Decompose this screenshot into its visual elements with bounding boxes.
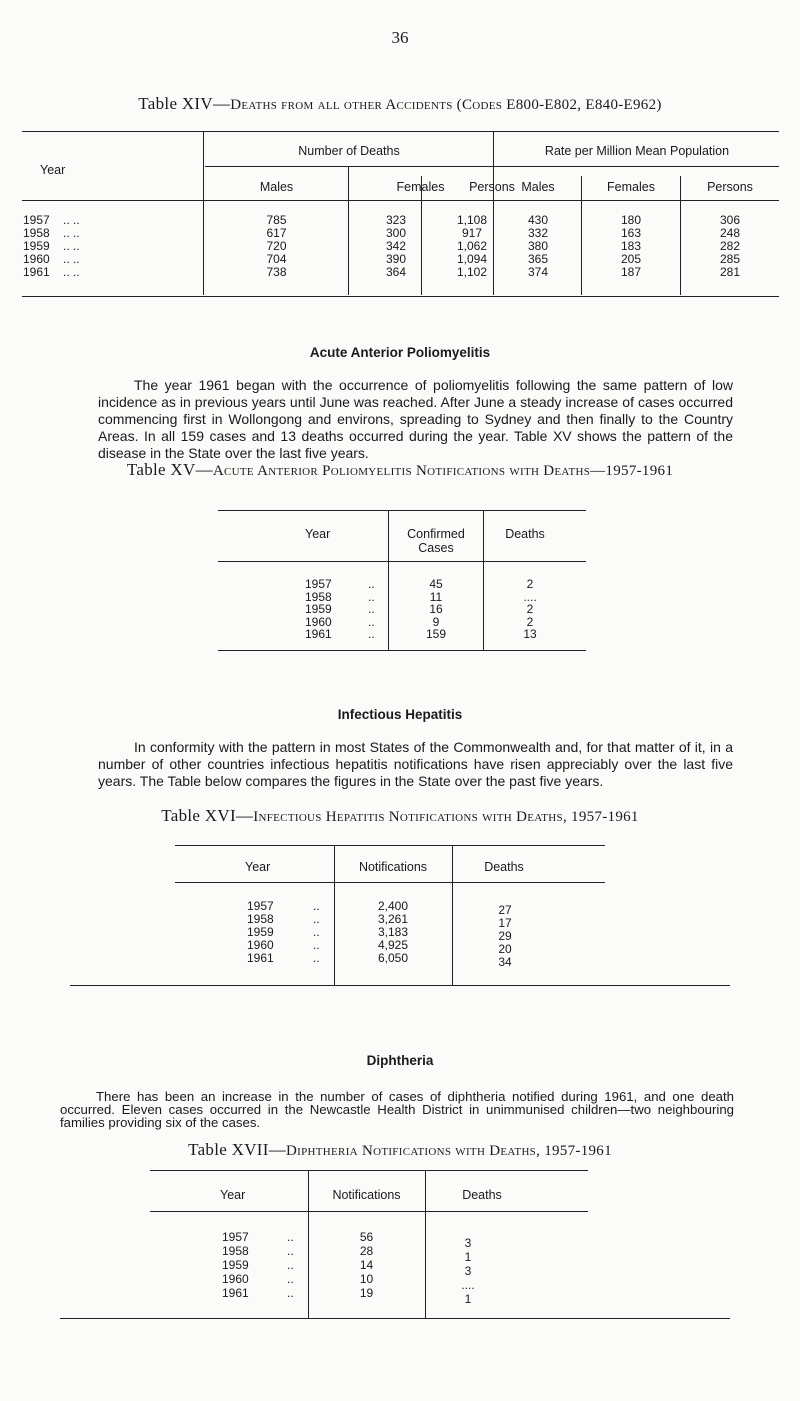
table-row-year: 1960 [222,1272,249,1286]
year-list [247,900,274,965]
table-15-caption-prefix: Table XV— [126,460,213,479]
table-17-vrule [308,1170,309,1318]
leader-dots: .. [368,602,375,616]
cell-rate-males: 374 [527,265,549,279]
section-title-polio: Acute Anterior Poliomyelitis [309,345,491,360]
table-row-year: 1957 [305,577,332,591]
column-header-deaths: Deaths [462,1188,502,1202]
table-15-caption [0,460,800,480]
table-15-header-rule [218,561,586,562]
table-16-caption [0,806,800,826]
cell-females: 323 [385,213,407,227]
table-14-vrule [203,131,204,295]
column-header-year: Year [40,163,66,177]
column-header-year: Year [305,527,331,541]
table-15-caption-text: Acute Anterior Poliomyelitis Notifications with Deaths—1957-1961 [212,463,674,479]
group-header-rate-per-million: Rate per Million Mean Population [544,144,730,158]
row-year: 1961 [23,265,50,279]
leader-dots: .. [313,899,320,913]
polio-paragraph: The year 1961 began with the occurrence of poliomyelitis following the same pattern of low incidence as in previous years until June was reached. After June a steady increase of cases occurred commencing first in Wollongong and environs, spreading to Sydney and then finally to the Country Areas. In all 159 cases and 13 deaths occurred during the year. Table XV shows the pattern of the disease in the State over the last five years. [98,377,733,461]
leader-dots: .. [368,577,375,591]
cell-rate-persons: 282 [719,239,741,253]
table-17-header-rule [150,1211,588,1212]
cell-confirmed-cases: 45 [429,577,443,591]
cell-rate-persons: 285 [719,252,741,266]
cell-rate-males: 430 [527,213,549,227]
column-header-notifications: Notifications [358,860,428,874]
leader-dots: .. [287,1244,294,1258]
table-14-bottom-rule [22,296,779,297]
column-header-deaths: Deaths [505,527,545,541]
leader-dots: .. [287,1272,294,1286]
table-14-caption-text: Deaths from all other Accidents (Codes E800-E802, E840-E962) [230,97,662,113]
row-year: 1958 [23,226,50,240]
deaths-list [485,578,575,641]
cell-confirmed-cases: 16 [429,602,443,616]
cell-deaths: .... [461,1278,475,1292]
row-leader-dots: .. .. [63,252,80,266]
table-row-year: 1958 [305,589,332,604]
table-16-vrule [334,845,335,985]
column-header-deaths: Deaths [484,860,524,874]
cell-confirmed-cases: 11 [429,589,443,604]
row-leader-dots: .. .. [63,213,80,227]
cell-males: 785 [266,213,287,227]
cell-rate-persons: 281 [719,265,741,279]
table-row-year: 1961 [305,627,332,641]
column-header-rate-persons: Persons [707,180,753,194]
cell-notifications: 3,183 [377,925,409,939]
section-title-hepatitis: Infectious Hepatitis [337,707,463,722]
row-leader-dots: .. .. [63,239,80,253]
leader-dots: .. [287,1286,294,1300]
confirmed-cases-list [390,578,482,641]
table-row-year: 1961 [247,951,274,965]
leader-dots: .. [313,925,320,939]
table-row-year: 1960 [247,938,274,952]
table-16-caption-text: Infectious Hepatitis Notifications with Deaths, 1957-1961 [253,809,639,825]
cell-rate-females: 205 [620,252,642,266]
column-header-males: Males [259,180,294,194]
cell-rate-females: 183 [620,239,642,253]
cell-deaths: 13 [523,627,537,641]
table-14-caption-prefix: Table XIV— [138,94,231,113]
table-row-year: 1959 [247,925,274,939]
row-year: 1959 [23,239,50,253]
table-15-vrule [388,510,389,650]
leader-dots: .. [313,938,320,952]
cell-deaths: 3 [464,1236,472,1250]
row-year: 1960 [23,252,50,266]
table-row-year: 1959 [222,1258,249,1272]
cell-confirmed-cases: 9 [432,614,440,629]
cell-notifications: 2,400 [377,899,409,913]
table-16-header-rule [175,882,605,883]
cell-deaths: .... [523,589,537,604]
table-14-group-rule [205,166,779,167]
leader-dots: .. [368,614,375,629]
table-15-vrule [483,510,484,650]
hepatitis-paragraph: In conformity with the pattern in most States of the Commonwealth and, for that matter of it, in a number of other countries infectious hepatitis notifications have risen appreciably over the last five years. The Table below compares the figures in the State over the past five years. [98,739,733,789]
column-header-females: Females [396,180,445,194]
table-15-top-rule [218,510,586,511]
cell-rate-persons: 306 [719,213,741,227]
cell-deaths: 2 [526,602,534,616]
cell-notifications: 6,050 [377,951,409,965]
cell-females: 364 [385,265,407,279]
cell-notifications: 10 [359,1272,374,1286]
table-17-caption-text: Diphtheria Notifications with Deaths, 1957-1961 [286,1143,612,1159]
table-16-caption-prefix: Table XVI— [161,806,254,825]
deaths-list [454,904,556,969]
group-header-number-of-deaths: Number of Deaths [298,144,400,158]
cell-rate-males: 380 [527,239,549,253]
notifications-list [336,900,450,965]
table-17-top-rule [150,1170,588,1171]
cell-persons: 917 [461,226,483,240]
cell-males: 738 [266,265,287,279]
cell-males: 720 [266,239,287,253]
cell-persons: 1,108 [456,213,488,227]
table-row-year: 1961 [222,1286,249,1300]
year-list [222,1230,249,1300]
cell-rate-males: 332 [527,226,549,240]
page-number: 36 [391,28,409,47]
cell-notifications: 4,925 [377,938,409,952]
table-row-year: 1960 [305,614,332,629]
table-row-year: 1957 [222,1230,249,1244]
leader-dots: .. [287,1230,294,1244]
leader-dots: .. [313,951,320,965]
cell-rate-females: 163 [620,226,642,240]
leader-dots: .. [313,912,320,926]
cell-notifications: 28 [359,1244,374,1258]
table-16-top-rule [175,845,605,846]
column-header-year: Year [245,860,271,874]
leader-dots-list [368,578,375,641]
cell-deaths: 3 [464,1264,472,1278]
row-leader-dots: .. .. [63,265,80,279]
leader-dots-list [313,900,320,965]
cell-deaths: 27 [498,903,512,917]
table-14-top-rule [22,131,779,132]
leader-dots-list [287,1230,294,1300]
table-14-caption [0,94,800,114]
row-year: 1957 [23,213,50,227]
column-header-notifications: Notifications [332,1188,401,1202]
cell-confirmed-cases: 159 [425,627,447,641]
table-15-bottom-rule [218,650,586,651]
cell-males: 704 [266,252,287,266]
cell-notifications: 56 [359,1230,374,1244]
table-row-year: 1958 [247,912,274,926]
table-row-year: 1958 [222,1244,249,1258]
cell-deaths: 2 [526,614,534,629]
column-header-persons: Persons [469,180,515,194]
cell-deaths: 20 [498,942,512,956]
cell-persons: 1,102 [456,265,488,279]
cell-rate-males: 365 [527,252,549,266]
leader-dots: .. [287,1258,294,1272]
row-leader-dots: .. .. [63,226,80,240]
cell-females: 390 [385,252,407,266]
cell-deaths: 1 [464,1250,472,1264]
table-17-caption-prefix: Table XVII— [188,1140,287,1159]
section-title-diphtheria: Diphtheria [366,1053,434,1068]
cell-rate-females: 187 [620,265,642,279]
table-14-header-rule [22,200,779,201]
cell-rate-females: 180 [620,213,642,227]
cell-persons: 1,062 [456,239,488,253]
leader-dots: .. [368,627,375,641]
cell-males: 617 [266,226,287,240]
cell-notifications: 19 [359,1286,374,1300]
column-header-rate-females: Females [607,180,655,194]
table-17-vrule [425,1170,426,1318]
cell-females: 300 [385,226,407,240]
table-17-caption [0,1140,800,1160]
deaths-list [427,1236,509,1306]
column-header-rate-males: Males [521,180,555,194]
diphtheria-paragraph: There has been an increase in the number of cases of diphtheria notified during 1961, and one death occurred. Eleven cases occurred in the Newcastle Health District in unimmunised children—two neighbouring families providing six of the cases. [60,1089,734,1130]
table-17-bottom-rule [60,1318,730,1319]
table-row-year: 1959 [305,602,332,616]
cell-deaths: 34 [498,955,512,969]
table-16-vrule [452,845,453,985]
leader-dots: .. [368,589,375,604]
cell-deaths: 2 [526,577,534,591]
cell-deaths: 1 [464,1292,472,1306]
year-list [305,578,332,641]
column-header-confirmed-cases: Confirmed Cases [407,527,465,555]
cell-notifications: 14 [359,1258,374,1272]
cell-deaths: 29 [498,929,512,943]
cell-deaths: 17 [498,916,512,930]
notifications-list [310,1230,423,1300]
table-row-year: 1957 [247,899,274,913]
table-16-bottom-rule [70,985,730,986]
cell-notifications: 3,261 [377,912,409,926]
cell-persons: 1,094 [456,252,488,266]
cell-females: 342 [385,239,407,253]
cell-rate-persons: 248 [719,226,741,240]
column-header-year: Year [220,1188,246,1202]
